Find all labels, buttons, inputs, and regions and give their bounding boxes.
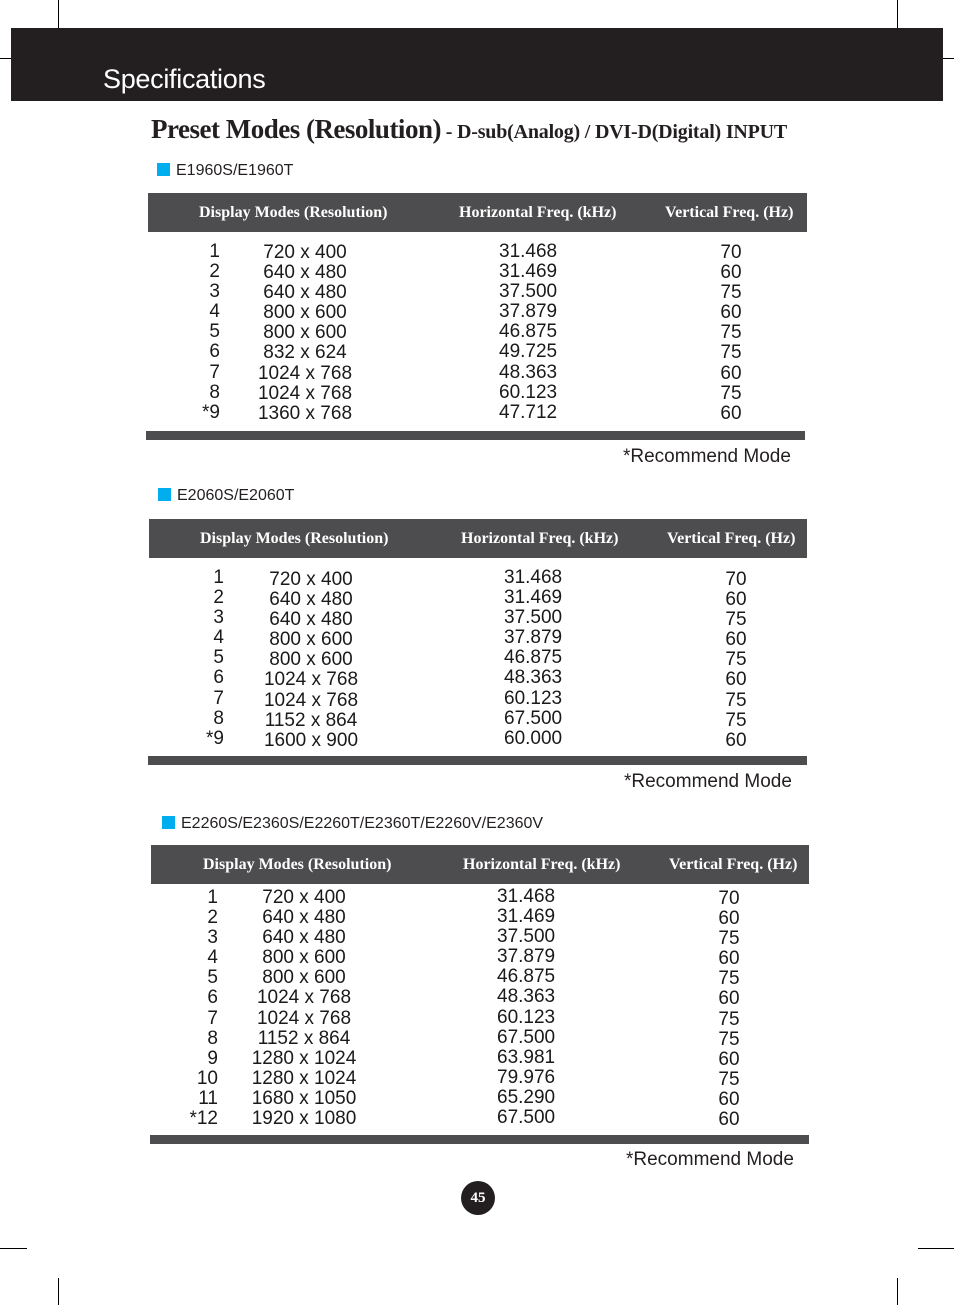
- crop-mark: [58, 1278, 59, 1305]
- mode-number-column: [184, 568, 224, 749]
- table-footer-bar: [146, 431, 805, 440]
- page-number: 45: [461, 1181, 495, 1215]
- mode-number-column: [175, 888, 218, 1129]
- resolution-cell: 800 x 600: [263, 322, 347, 344]
- table-footer-bar: [148, 756, 807, 765]
- recommend-note: *Recommend Mode: [623, 446, 791, 467]
- hfreq-cell: 63.981: [497, 1046, 556, 1068]
- vfreq-cell: 60: [718, 908, 740, 930]
- hfreq-column: [497, 887, 587, 1128]
- vfreq-column: [704, 889, 754, 1130]
- resolution-cell: 640 x 480: [263, 282, 347, 304]
- mode-number: 6: [209, 341, 220, 363]
- recommend-note: *Recommend Mode: [626, 1149, 794, 1170]
- resolution-cell: 1600 x 900: [263, 729, 359, 751]
- vfreq-cell: 75: [718, 928, 740, 950]
- table-header: [151, 845, 809, 884]
- vfreq-cell: 60: [718, 988, 740, 1010]
- resolution-cell: 1280 x 1024: [251, 1067, 357, 1089]
- col-header-hfreq: Horizontal Freq. (kHz): [463, 856, 621, 873]
- resolution-cell: 1920 x 1080: [251, 1108, 357, 1130]
- resolution-cell: 1024 x 768: [256, 987, 352, 1009]
- mode-number: 7: [213, 687, 224, 709]
- heading-sub: - D-sub(Analog) / DVI-D(Digital) INPUT: [440, 121, 788, 143]
- resolution-cell: 1680 x 1050: [251, 1087, 357, 1109]
- resolution-cell: 1280 x 1024: [251, 1047, 357, 1069]
- table-footer-bar: [150, 1135, 809, 1144]
- mode-number: *9: [202, 401, 220, 423]
- resolution-cell: 1360 x 768: [257, 402, 353, 424]
- crop-mark: [897, 1278, 898, 1305]
- model-label: [162, 815, 543, 833]
- mode-number: 1: [207, 887, 218, 908]
- vfreq-cell: 75: [725, 649, 747, 671]
- mode-number: 6: [213, 667, 224, 689]
- vfreq-cell: 70: [718, 888, 740, 909]
- mode-number: 4: [207, 947, 218, 969]
- hfreq-cell: 60.123: [497, 1006, 556, 1028]
- vfreq-cell: 60: [720, 302, 742, 324]
- bullet-square-icon: [157, 163, 170, 176]
- crop-mark: [58, 0, 59, 28]
- hfreq-cell: 48.363: [499, 361, 558, 383]
- hfreq-cell: 31.468: [499, 241, 558, 262]
- mode-number: 5: [213, 647, 224, 669]
- col-header-hfreq: Horizontal Freq. (kHz): [459, 204, 617, 221]
- mode-number: 11: [198, 1087, 218, 1109]
- vfreq-cell: 75: [720, 382, 742, 404]
- mode-number: 7: [207, 1007, 218, 1029]
- mode-number: 3: [213, 607, 224, 629]
- col-header-modes: Display Modes (Resolution): [203, 856, 392, 873]
- vfreq-cell: 60: [725, 629, 747, 651]
- hfreq-cell: 37.500: [497, 926, 556, 948]
- resolution-cell: 800 x 600: [263, 302, 347, 324]
- col-header-vfreq: Vertical Freq. (Hz): [667, 530, 796, 547]
- hfreq-cell: 46.875: [497, 966, 556, 988]
- vfreq-cell: 60: [718, 1088, 740, 1110]
- bullet-square-icon: [158, 488, 171, 501]
- mode-number: 6: [207, 987, 218, 1009]
- col-header-hfreq: Horizontal Freq. (kHz): [461, 530, 619, 547]
- mode-number: *12: [189, 1108, 218, 1130]
- vfreq-cell: 60: [725, 729, 747, 751]
- mode-number: 7: [209, 361, 220, 383]
- mode-number: 3: [209, 281, 220, 303]
- col-header-modes: Display Modes (Resolution): [199, 204, 388, 221]
- resolution-column: [241, 570, 381, 751]
- mode-number: 8: [213, 707, 224, 729]
- vfreq-cell: 60: [718, 948, 740, 970]
- col-header-vfreq: Vertical Freq. (Hz): [669, 856, 798, 873]
- mode-number: 5: [209, 321, 220, 343]
- resolution-cell: 800 x 600: [269, 629, 353, 651]
- table-header: [148, 193, 807, 232]
- resolution-cell: 720 x 400: [269, 569, 353, 590]
- resolution-cell: 1024 x 768: [257, 362, 353, 384]
- vfreq-cell: 75: [718, 1008, 740, 1030]
- hfreq-cell: 31.469: [497, 906, 556, 928]
- hfreq-cell: 47.712: [499, 401, 558, 423]
- mode-number: 8: [207, 1027, 218, 1049]
- heading-main: Preset Modes (Resolution): [151, 114, 441, 144]
- mode-number: 10: [196, 1067, 218, 1089]
- resolution-cell: 800 x 600: [262, 967, 346, 989]
- mode-number: 8: [209, 381, 220, 403]
- vfreq-cell: 75: [720, 282, 742, 304]
- mode-number-column: [180, 242, 220, 423]
- mode-number: 5: [207, 967, 218, 989]
- hfreq-column: [504, 568, 594, 749]
- model-name: E2060S/E2060T: [177, 487, 295, 504]
- recommend-note: *Recommend Mode: [624, 771, 792, 792]
- model-label: [158, 487, 294, 505]
- hfreq-cell: 60.000: [504, 727, 563, 749]
- vfreq-cell: 60: [725, 669, 747, 691]
- resolution-cell: 1024 x 768: [263, 669, 359, 691]
- resolution-cell: 1152 x 864: [257, 1027, 351, 1049]
- vfreq-cell: 60: [720, 402, 742, 424]
- hfreq-cell: 67.500: [497, 1107, 556, 1129]
- table-header: [149, 519, 807, 558]
- mode-number: 4: [209, 301, 220, 323]
- mode-number: 1: [209, 241, 220, 262]
- hfreq-cell: 46.875: [504, 647, 563, 669]
- hfreq-cell: 31.468: [497, 886, 556, 907]
- header-title: Specifications: [103, 64, 266, 94]
- mode-number: 2: [213, 587, 224, 609]
- vfreq-cell: 60: [718, 1048, 740, 1070]
- crop-mark: [0, 1248, 27, 1249]
- vfreq-cell: 75: [720, 322, 742, 344]
- vfreq-cell: 75: [718, 1028, 740, 1050]
- hfreq-cell: 37.879: [504, 627, 563, 649]
- hfreq-cell: 48.363: [504, 667, 563, 689]
- vfreq-cell: 75: [720, 342, 742, 364]
- hfreq-column: [499, 242, 589, 423]
- mode-number: *9: [206, 727, 224, 749]
- vfreq-cell: 75: [725, 689, 747, 711]
- bullet-square-icon: [162, 816, 175, 829]
- vfreq-cell: 60: [720, 262, 742, 284]
- hfreq-cell: 31.469: [504, 587, 563, 609]
- resolution-column: [235, 243, 375, 424]
- vfreq-column: [706, 243, 756, 424]
- vfreq-cell: 60: [725, 589, 747, 611]
- resolution-cell: 832 x 624: [263, 342, 347, 364]
- col-header-vfreq: Vertical Freq. (Hz): [665, 204, 794, 221]
- crop-mark: [0, 58, 11, 59]
- hfreq-cell: 37.500: [504, 607, 563, 629]
- hfreq-cell: 79.976: [497, 1066, 556, 1088]
- resolution-cell: 800 x 600: [262, 947, 346, 969]
- hfreq-cell: 67.500: [504, 707, 563, 729]
- resolution-cell: 1024 x 768: [263, 689, 359, 711]
- hfreq-cell: 48.363: [497, 986, 556, 1008]
- hfreq-cell: 37.879: [497, 946, 556, 968]
- vfreq-column: [711, 570, 761, 751]
- model-label: [157, 162, 293, 180]
- mode-number: 3: [207, 927, 218, 949]
- hfreq-cell: 60.123: [504, 687, 563, 709]
- resolution-cell: 640 x 480: [263, 262, 347, 284]
- mode-number: 2: [207, 907, 218, 929]
- hfreq-cell: 65.290: [497, 1086, 556, 1108]
- model-name: E2260S/E2360S/E2260T/E2360T/E2260V/E2360V: [181, 815, 544, 832]
- vfreq-cell: 60: [720, 362, 742, 384]
- crop-mark: [897, 0, 898, 28]
- vfreq-cell: 75: [718, 1068, 740, 1090]
- header-bar: [11, 28, 943, 101]
- vfreq-cell: 75: [725, 609, 747, 631]
- vfreq-cell: 75: [725, 709, 747, 731]
- mode-number: 1: [213, 567, 224, 588]
- hfreq-cell: 31.469: [499, 261, 558, 283]
- vfreq-cell: 75: [718, 968, 740, 990]
- vfreq-cell: 70: [725, 569, 747, 590]
- resolution-cell: 1024 x 768: [256, 1007, 352, 1029]
- resolution-cell: 640 x 480: [262, 927, 346, 949]
- mode-number: 4: [213, 627, 224, 649]
- mode-number: 2: [209, 261, 220, 283]
- model-name: E1960S/E1960T: [176, 162, 294, 179]
- hfreq-cell: 37.879: [499, 301, 558, 323]
- resolution-cell: 640 x 480: [269, 609, 353, 631]
- hfreq-cell: 37.500: [499, 281, 558, 303]
- crop-mark: [943, 58, 954, 59]
- resolution-cell: 720 x 400: [263, 242, 347, 263]
- hfreq-cell: 60.123: [499, 381, 558, 403]
- resolution-cell: 1152 x 864: [264, 709, 358, 731]
- crop-mark: [918, 1248, 954, 1249]
- resolution-cell: 640 x 480: [262, 907, 346, 929]
- resolution-cell: 720 x 400: [262, 887, 346, 908]
- page-heading: [151, 114, 787, 145]
- hfreq-cell: 67.500: [497, 1026, 556, 1048]
- vfreq-cell: 60: [718, 1109, 740, 1131]
- resolution-column: [234, 888, 374, 1129]
- vfreq-cell: 70: [720, 242, 742, 263]
- hfreq-cell: 49.725: [499, 341, 558, 363]
- mode-number: 9: [207, 1047, 218, 1069]
- hfreq-cell: 46.875: [499, 321, 558, 343]
- hfreq-cell: 31.468: [504, 567, 563, 588]
- resolution-cell: 1024 x 768: [257, 382, 353, 404]
- resolution-cell: 640 x 480: [269, 589, 353, 611]
- col-header-modes: Display Modes (Resolution): [200, 530, 389, 547]
- resolution-cell: 800 x 600: [269, 649, 353, 671]
